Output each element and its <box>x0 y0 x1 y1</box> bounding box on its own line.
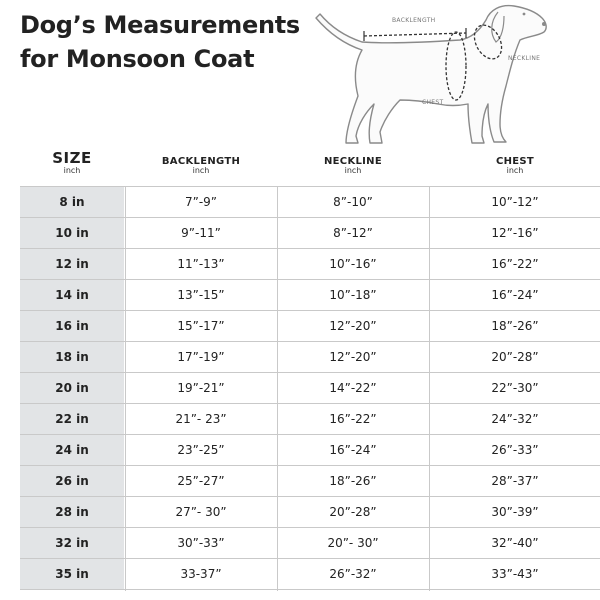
chest-cell: 32”-40” <box>491 536 539 550</box>
chest-label: CHEST <box>422 99 444 106</box>
table-header-row <box>20 146 600 186</box>
backlength-cell: 9”-11” <box>181 226 221 240</box>
neckline-cell: 20”- 30” <box>327 536 379 550</box>
backlength-label: BACKLENGTH <box>392 17 436 24</box>
chest-cell: 22”-30” <box>491 381 539 395</box>
size-cell: 28 in <box>20 497 124 527</box>
backlength-cell: 19”-21” <box>177 381 225 395</box>
size-cell: 14 in <box>20 280 124 310</box>
neckline-cell: 10”-16” <box>329 257 377 271</box>
table-row <box>20 435 600 466</box>
header-backlength: BACKLENGTH inch <box>161 156 241 175</box>
title-line-1: Dog’s Measurements <box>20 11 300 39</box>
chest-cell: 16”-22” <box>491 257 539 271</box>
neckline-cell: 16”-24” <box>329 443 377 457</box>
backlength-measure-line <box>364 33 466 36</box>
backlength-cell: 23”-25” <box>177 443 225 457</box>
backlength-cell: 13”-15” <box>177 288 225 302</box>
title-line-2: for Monsoon Coat <box>20 45 255 73</box>
dog-illustration <box>300 0 600 150</box>
chest-cell: 28”-37” <box>491 474 539 488</box>
table-row <box>20 373 600 404</box>
table-row <box>20 218 600 249</box>
chest-cell: 33”-43” <box>491 567 539 581</box>
neckline-cell: 18”-26” <box>329 474 377 488</box>
table-row <box>20 342 600 373</box>
size-cell: 10 in <box>20 218 124 248</box>
size-cell: 16 in <box>20 311 124 341</box>
header-size: SIZE inch <box>52 149 92 175</box>
table-row <box>20 466 600 497</box>
size-chart-table <box>20 146 600 581</box>
chest-cell: 16”-24” <box>491 288 539 302</box>
backlength-cell: 21”- 23” <box>175 412 227 426</box>
chest-cell: 20”-28” <box>491 350 539 364</box>
table-row <box>20 528 600 559</box>
chest-cell: 18”-26” <box>491 319 539 333</box>
size-cell: 12 in <box>20 249 124 279</box>
backlength-cell: 11”-13” <box>177 257 225 271</box>
header-chest: CHEST inch <box>495 156 535 175</box>
chest-cell: 24”-32” <box>491 412 539 426</box>
backlength-cell: 15”-17” <box>177 319 225 333</box>
dog-measurement-diagram <box>300 0 600 150</box>
table-row <box>20 187 600 218</box>
size-cell: 35 in <box>20 559 124 589</box>
backlength-cell: 33-37” <box>180 567 222 581</box>
neckline-cell: 16”-22” <box>329 412 377 426</box>
neckline-cell: 14”-22” <box>329 381 377 395</box>
neckline-cell: 12”-20” <box>329 319 377 333</box>
chest-cell: 12”-16” <box>491 226 539 240</box>
neckline-cell: 8”-12” <box>333 226 373 240</box>
table-row <box>20 280 600 311</box>
backlength-cell: 7”-9” <box>184 195 218 209</box>
size-cell: 32 in <box>20 528 124 558</box>
backlength-cell: 25”-27” <box>177 474 225 488</box>
dog-nose <box>542 22 546 26</box>
table-body <box>20 186 600 590</box>
table-row <box>20 497 600 528</box>
dog-eye <box>523 13 526 16</box>
neckline-cell: 10”-18” <box>329 288 377 302</box>
table-row <box>20 249 600 280</box>
size-cell: 20 in <box>20 373 124 403</box>
table-row <box>20 311 600 342</box>
size-cell: 24 in <box>20 435 124 465</box>
chest-cell: 10”-12” <box>491 195 539 209</box>
neckline-cell: 8”-10” <box>333 195 373 209</box>
size-cell: 22 in <box>20 404 124 434</box>
chest-cell: 26”-33” <box>491 443 539 457</box>
backlength-cell: 17”-19” <box>177 350 225 364</box>
neckline-cell: 12”-20” <box>329 350 377 364</box>
page-title <box>20 8 300 76</box>
size-cell: 8 in <box>20 187 124 217</box>
size-cell: 26 in <box>20 466 124 496</box>
neckline-cell: 26”-32” <box>329 567 377 581</box>
neckline-label: NECKLINE <box>508 55 541 62</box>
header-neckline: NECKLINE inch <box>324 156 382 175</box>
dog-outline <box>316 6 546 143</box>
table-row <box>20 559 600 590</box>
backlength-cell: 27”- 30” <box>175 505 227 519</box>
backlength-cell: 30”-33” <box>177 536 225 550</box>
chest-cell: 30”-39” <box>491 505 539 519</box>
neckline-cell: 20”-28” <box>329 505 377 519</box>
table-row <box>20 404 600 435</box>
size-cell: 18 in <box>20 342 124 372</box>
